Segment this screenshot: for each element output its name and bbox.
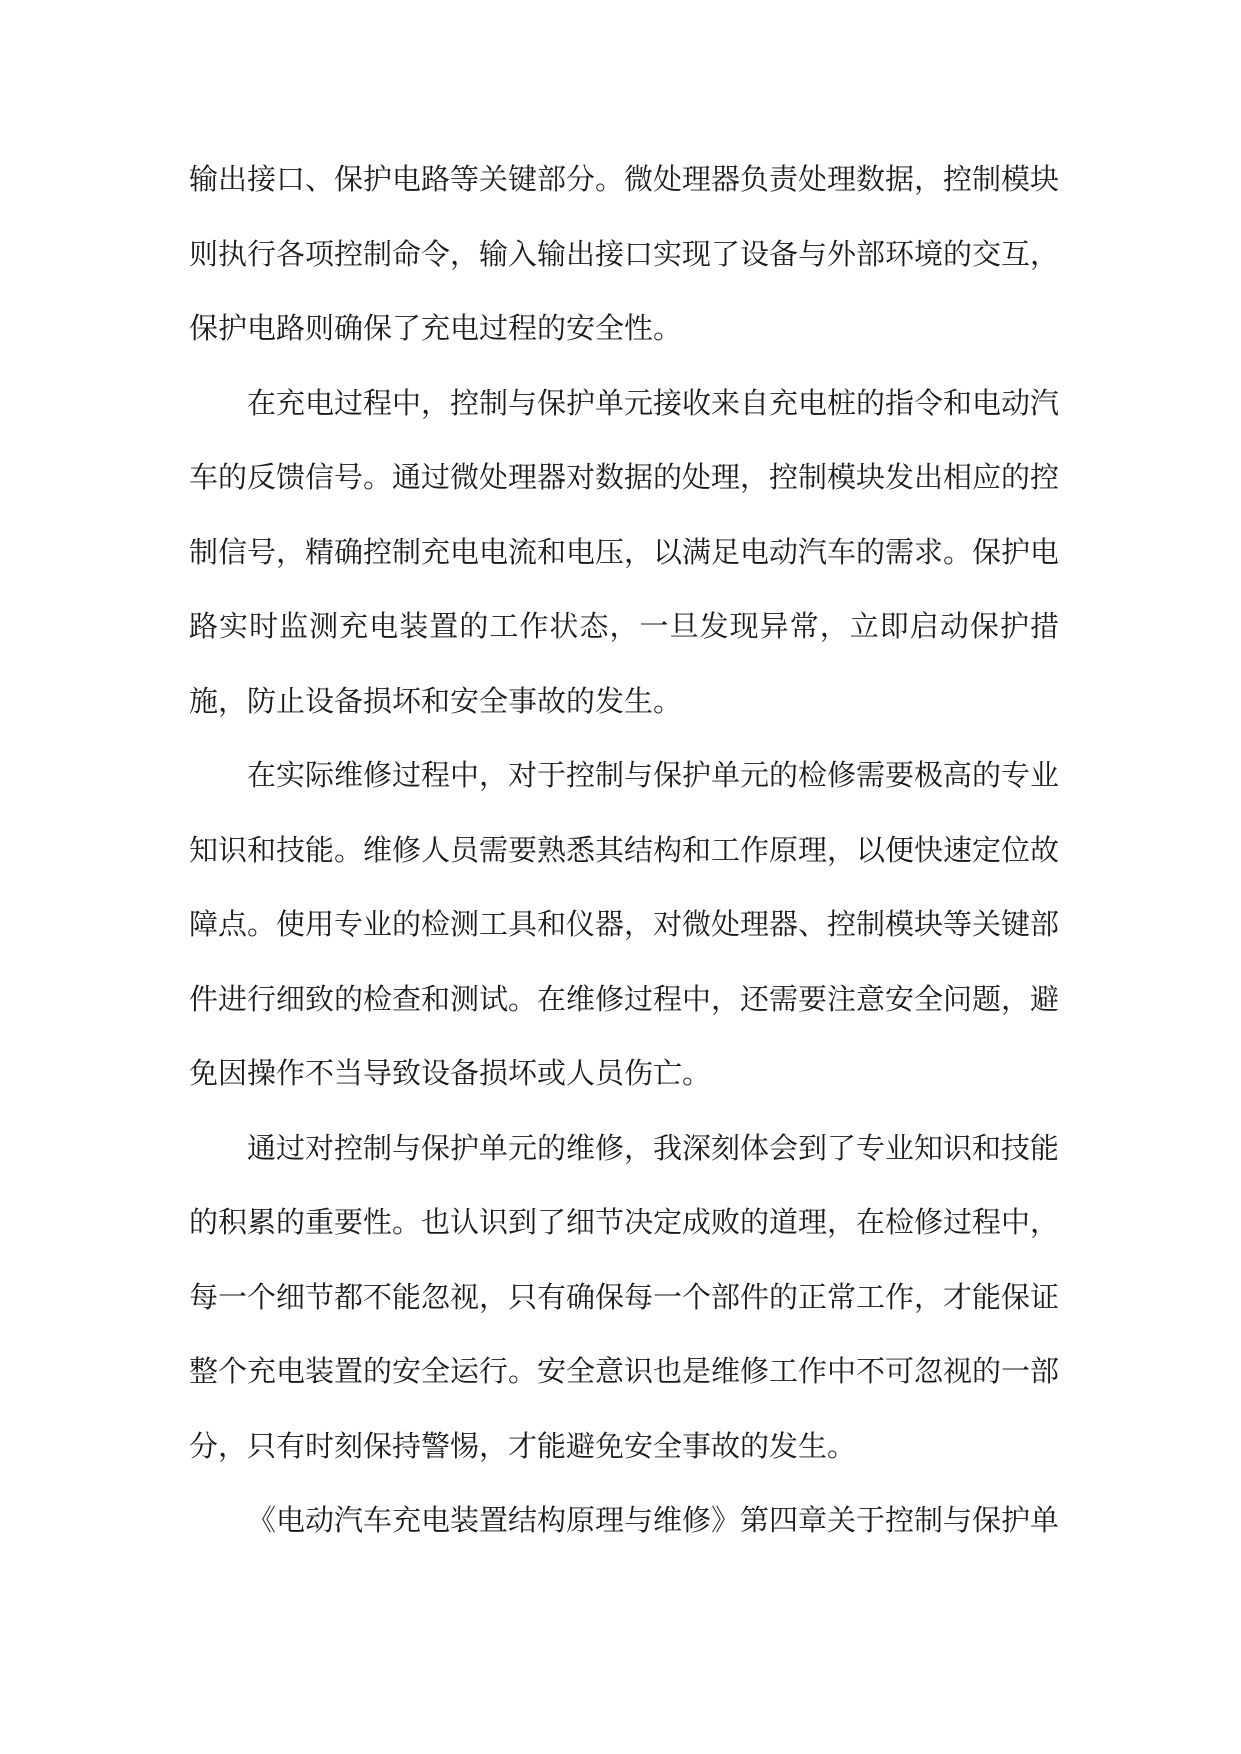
body-text <box>189 142 1059 1558</box>
paragraph-continuation: 输出接口、保护电路等关键部分。微处理器负责处理数据，控制模块则执行各项控制命令，输入输出接口实现了设备与外部环境的交互，保护电路则确保了充电过程的安全性。 <box>189 162 1060 345</box>
paragraph: 《电动汽车充电装置结构原理与维修》第四章关于控制与保护单 <box>247 1503 1060 1537</box>
paragraph: 在实际维修过程中，对于控制与保护单元的检修需要极高的专业知识和技能。维修人员需要熟悉其结构和工作原理，以便快速定位故障点。使用专业的检测工具和仪器，对微处理器、控制模块等关键部件进行细致的检查和测试。在维修过程中，还需要注意安全问题，避免因操作不当导致设备损坏或人员伤亡。 <box>189 758 1060 1090</box>
paragraph: 通过对控制与保护单元的维修，我深刻体会到了专业知识和技能的积累的重要性。也认识到了细节决定成败的道理，在检修过程中，每一个细节都不能忽视，只有确保每一个部件的正常工作，才能保证整个充电装置的安全运行。安全意识也是维修工作中不可忽视的一部分，只有时刻保持警惕，才能避免安全事故的发生。 <box>189 1130 1060 1463</box>
paragraph: 在充电过程中，控制与保护单元接收来自充电桩的指令和电动汽车的反馈信号。通过微处理器对数据的处理，控制模块发出相应的控制信号，精确控制充电电流和电压，以满足电动汽车的需求。保护电路实时监测充电装置的工作状态，一旦发现异常，立即启动保护措施，防止设备损坏和安全事故的发生。 <box>189 385 1060 718</box>
